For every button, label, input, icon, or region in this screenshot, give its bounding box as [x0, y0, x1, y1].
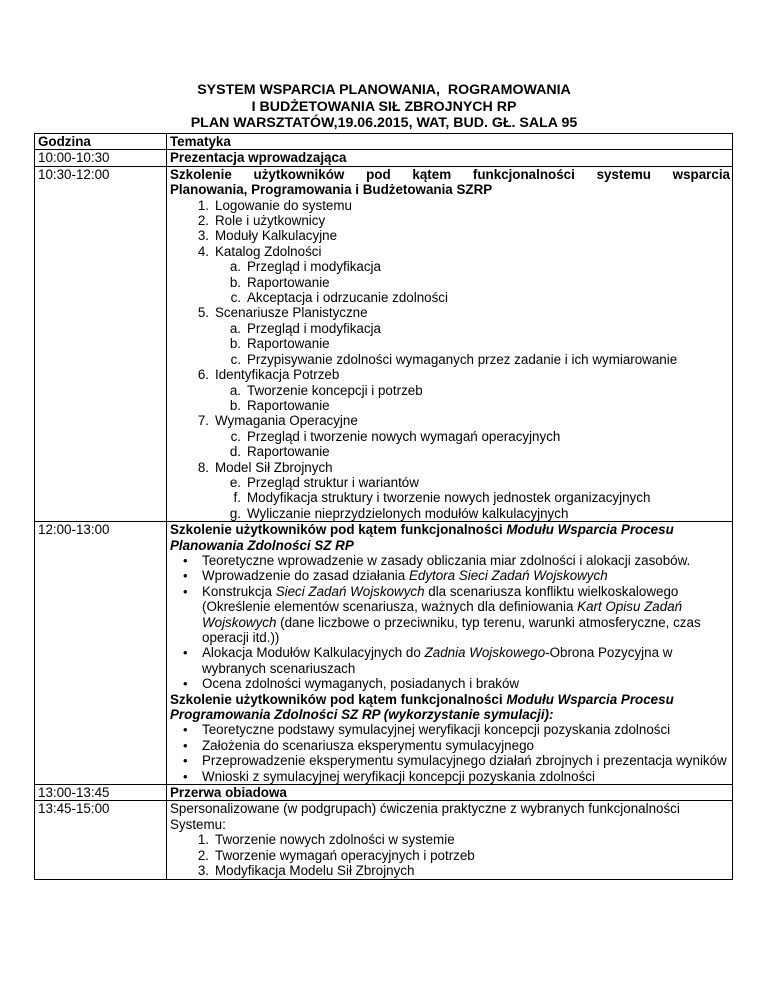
- list-item: [193, 832, 730, 847]
- list-item: [193, 305, 730, 367]
- section-heading-capability-programming: [170, 692, 730, 723]
- list-item: [180, 584, 730, 646]
- list-item-text: Przegląd i modyfikacja: [247, 259, 381, 275]
- list-item-text: Przegląd i modyfikacja: [247, 320, 381, 336]
- title-line-1: SYSTEM WSPARCIA PLANOWANIA, ROGRAMOWANIA: [197, 82, 571, 98]
- list-item-number: c.: [230, 290, 241, 306]
- sub-list: [215, 429, 730, 460]
- list-item: [193, 413, 730, 459]
- list-item-number: c.: [230, 428, 241, 444]
- list-item-number: 8.: [197, 459, 209, 475]
- list-item-text: Role i użytkownicy: [215, 213, 326, 229]
- item-text: Konstrukcja: [202, 583, 276, 599]
- row-time: 10:30-12:00: [35, 166, 167, 521]
- list-item: [180, 553, 730, 568]
- document-title: [0, 82, 768, 132]
- sub-list: [215, 475, 730, 521]
- list-item-number: a.: [229, 259, 241, 275]
- list-item: [193, 244, 730, 306]
- list-item-text: Model Sił Zbrojnych: [215, 459, 333, 475]
- sub-list: [215, 259, 730, 305]
- table-header-row: [35, 134, 733, 150]
- row-time: 13:00-13:45: [35, 785, 167, 801]
- row-topic: [167, 801, 733, 879]
- list-item-text: Moduły Kalkulacyjne: [215, 228, 338, 244]
- list-item-text: Raportowanie: [247, 336, 330, 352]
- list-item: [193, 460, 730, 522]
- list-item-number: 7.: [197, 413, 209, 429]
- list-item: [225, 475, 730, 490]
- list-item: [225, 290, 730, 305]
- table-row: [35, 801, 733, 879]
- list-item: [180, 645, 730, 676]
- list-item: [225, 336, 730, 351]
- heading-module-name: Modułu Wsparcia Procesu: [506, 522, 674, 538]
- sub-list: [215, 321, 730, 367]
- sub-list: [215, 383, 730, 414]
- item-text: Ocena zdolności wymaganych, posiadanych i braków: [202, 676, 520, 692]
- list-item-number: e.: [229, 474, 241, 490]
- item-text: Wnioski z symulacyjnej weryfikacji koncepcji pozyskania zdolności: [202, 768, 595, 784]
- list-item-text: Tworzenie nowych zdolności w systemie: [215, 832, 455, 848]
- header-time: Godzina: [35, 134, 167, 150]
- list-item-text: Raportowanie: [247, 397, 330, 413]
- item-text: Teoretyczne podstawy symulacyjnej weryfikacji koncepcji pozyskania zdolności: [202, 722, 671, 738]
- list-item: [225, 259, 730, 274]
- list-item: [193, 367, 730, 413]
- item-text: Alokacja Modułów Kalkulacyjnych do: [202, 645, 425, 661]
- list-item-number: 3.: [197, 228, 209, 244]
- list-item: [193, 863, 730, 878]
- list-item-text: Tworzenie wymagań operacyjnych i potrzeb: [215, 847, 475, 863]
- bullet-list-planning: [170, 553, 730, 692]
- list-item-number: 3.: [197, 863, 209, 879]
- list-item-text: Raportowanie: [247, 444, 330, 460]
- list-item-text: Katalog Zdolności: [215, 243, 322, 259]
- list-item-number: 1.: [197, 832, 209, 848]
- row-time: 13:45-15:00: [35, 801, 167, 879]
- item-text: Wprowadzenie do zasad działania: [202, 568, 409, 584]
- list-item-text: Logowanie do systemu: [215, 197, 352, 213]
- list-item-text: Tworzenie koncepcji i potrzeb: [247, 382, 423, 398]
- table-row: [35, 522, 733, 785]
- list-item-number: 4.: [197, 243, 209, 259]
- list-item: [225, 352, 730, 367]
- list-item-number: 1.: [197, 197, 209, 213]
- row-topic: [167, 522, 733, 785]
- table-row: [35, 150, 733, 166]
- item-italic-text: Sieci Zadań Wojskowych: [275, 583, 425, 599]
- heading-text: Szkolenie użytkowników pod kątem funkcjonalności: [170, 691, 507, 707]
- list-item-number: d.: [229, 444, 241, 460]
- list-item: [180, 722, 730, 737]
- heading-text: Szkolenie użytkowników pod kątem funkcjonalności: [170, 522, 507, 538]
- table-row: [35, 785, 733, 801]
- row-topic: [167, 166, 733, 521]
- bullet-list-programming: [170, 722, 730, 784]
- list-item: [225, 490, 730, 505]
- schedule-table: [34, 133, 733, 880]
- list-item-number: c.: [230, 351, 241, 367]
- item-italic-text: Kart Opisu Zadań Wojskowych: [202, 599, 683, 630]
- list-item-number: f.: [233, 490, 241, 506]
- section-heading-capability-planning: [170, 522, 730, 553]
- list-item-number: g.: [229, 505, 241, 521]
- header-topic: Tematyka: [167, 134, 733, 150]
- item-text: -Obrona Pozycyjna w wybranych scenariuszach: [202, 645, 673, 676]
- list-item: [225, 383, 730, 398]
- title-line-3: PLAN WARSZTATÓW,19.06.2015, WAT, BUD. GŁ. SALA 95: [190, 115, 578, 131]
- list-item-text: Przypisywanie zdolności wymaganych przez zadanie i ich wymiarowanie: [247, 351, 678, 367]
- list-item: [180, 568, 730, 583]
- item-text: Założenia do scenariusza eksperymentu symulacyjnego: [202, 737, 534, 753]
- row-topic: Prezentacja wprowadzająca: [167, 150, 733, 166]
- row-time: 12:00-13:00: [35, 522, 167, 785]
- item-text: Przeprowadzenie eksperymentu symulacyjnego działań zbrojnych i prezentacja wyników: [202, 753, 727, 769]
- heading-module-name-cont: Planowania Zdolności SZ RP: [170, 537, 354, 553]
- list-item-number: a.: [229, 320, 241, 336]
- title-line-2: I BUDŻETOWANIA SIŁ ZBROJNYCH RP: [251, 98, 517, 115]
- list-item-number: b.: [229, 397, 241, 413]
- item-text: Teoretyczne wprowadzenie w zasady obliczania miar zdolności i alokacji zasobów.: [202, 552, 691, 568]
- training-heading-line-1: Szkolenie użytkowników pod kątem funkcjonalności systemu wsparcia: [170, 166, 730, 182]
- list-item-text: Identyfikacja Potrzeb: [215, 367, 340, 383]
- item-text: dla scenariusza konfliktu wielkoskalowego (Określenie elementów scenariusza, ważnych dla definiowania: [202, 583, 679, 615]
- list-item: [225, 444, 730, 459]
- list-item: [193, 228, 730, 243]
- list-item-text: Modyfikacja Modelu Sił Zbrojnych: [215, 863, 415, 879]
- list-item-number: 5.: [197, 305, 209, 321]
- list-item-number: 6.: [197, 367, 209, 383]
- list-item-text: Wyliczanie nieprzydzielonych modułów kalkulacyjnych: [247, 505, 569, 521]
- list-item-number: a.: [229, 382, 241, 398]
- list-item-number: 2.: [197, 213, 209, 229]
- row-topic: Przerwa obiadowa: [167, 785, 733, 801]
- list-item: [225, 321, 730, 336]
- heading-module-name-cont: Programowania Zdolności SZ RP (wykorzystanie symulacji):: [170, 707, 554, 723]
- item-text: (dane liczbowe o przeciwniku, typ terenu, warunki atmosferyczne, czas operacji itd.)): [202, 614, 701, 645]
- item-italic-text: Edytora Sieci Zadań Wojskowych: [408, 568, 608, 584]
- exercise-intro: Spersonalizowane (w podgrupach) ćwiczenia praktyczne z wybranych funkcjonalności Systemu:: [170, 801, 680, 832]
- list-item: [180, 753, 730, 768]
- list-item-text: Przegląd i tworzenie nowych wymagań operacyjnych: [247, 428, 561, 444]
- list-item-number: b.: [229, 274, 241, 290]
- list-item: [225, 429, 730, 444]
- list-item: [193, 848, 730, 863]
- list-item-text: Modyfikacja struktury i tworzenie nowych jednostek organizacyjnych: [247, 490, 651, 506]
- list-item-text: Wymagania Operacyjne: [215, 413, 358, 429]
- list-item-text: Przegląd struktur i wariantów: [247, 474, 419, 490]
- list-item-number: b.: [229, 336, 241, 352]
- list-item-number: 2.: [197, 847, 209, 863]
- list-item: [180, 738, 730, 753]
- exercise-list: [170, 832, 730, 878]
- list-item: [225, 398, 730, 413]
- row-time: 10:00-10:30: [35, 150, 167, 166]
- list-item: [225, 275, 730, 290]
- list-item-text: Scenariusze Planistyczne: [215, 305, 368, 321]
- list-item: [180, 769, 730, 784]
- training-heading-line-2: Planowania, Programowania i Budżetowania SZRP: [170, 182, 493, 198]
- heading-module-name: Modułu Wsparcia Procesu: [506, 691, 674, 707]
- table-row: [35, 166, 733, 521]
- list-item: [225, 506, 730, 521]
- list-item-text: Akceptacja i odrzucanie zdolności: [247, 290, 448, 306]
- list-item: [193, 198, 730, 213]
- training-topic-list: [170, 198, 730, 522]
- item-italic-text: Zadnia Wojskowego: [424, 645, 546, 661]
- list-item: [193, 213, 730, 228]
- list-item: [180, 676, 730, 691]
- list-item-text: Raportowanie: [247, 274, 330, 290]
